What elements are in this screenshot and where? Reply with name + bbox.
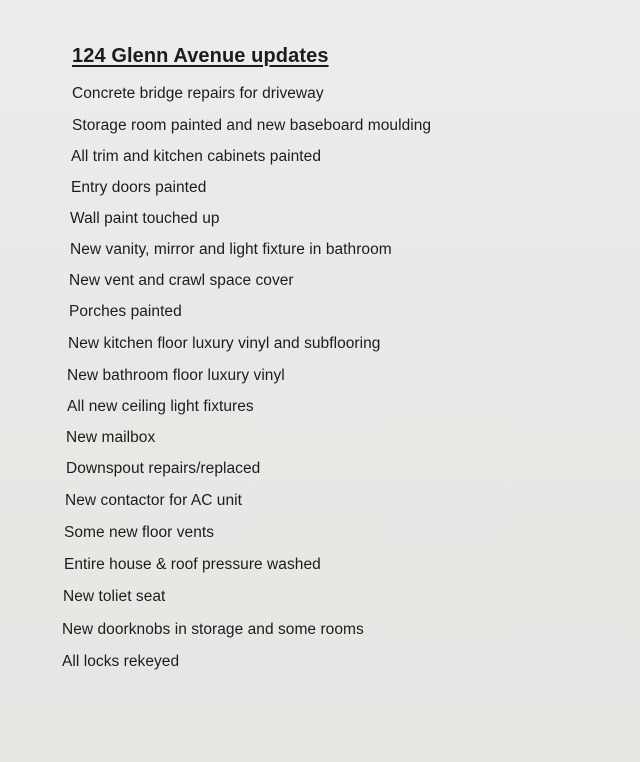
list-item: New bathroom floor luxury vinyl — [67, 367, 285, 384]
list-item: Entry doors painted — [71, 179, 207, 196]
list-item: New contactor for AC unit — [65, 492, 242, 509]
list-item: Some new floor vents — [64, 524, 215, 541]
list-item: All new ceiling light fixtures — [67, 398, 254, 415]
list-item: All trim and kitchen cabinets painted — [71, 148, 321, 165]
list-item: Concrete bridge repairs for driveway — [72, 85, 324, 102]
document-title: 124 Glenn Avenue updates — [72, 45, 329, 67]
list-item: New mailbox — [66, 429, 156, 446]
list-item: New doorknobs in storage and some rooms — [62, 621, 364, 638]
list-item: Wall paint touched up — [70, 210, 220, 227]
list-item: New vent and crawl space cover — [69, 272, 294, 289]
list-item: New kitchen floor luxury vinyl and subflooring — [68, 335, 381, 352]
list-item: Entire house & roof pressure washed — [64, 556, 321, 573]
list-item: Storage room painted and new baseboard moulding — [72, 117, 432, 134]
list-item: All locks rekeyed — [62, 653, 180, 670]
list-item: New vanity, mirror and light fixture in bathroom — [70, 241, 392, 258]
list-item: New toliet seat — [63, 588, 166, 605]
list-item: Downspout repairs/replaced — [66, 460, 261, 477]
list-item: Porches painted — [69, 303, 182, 320]
